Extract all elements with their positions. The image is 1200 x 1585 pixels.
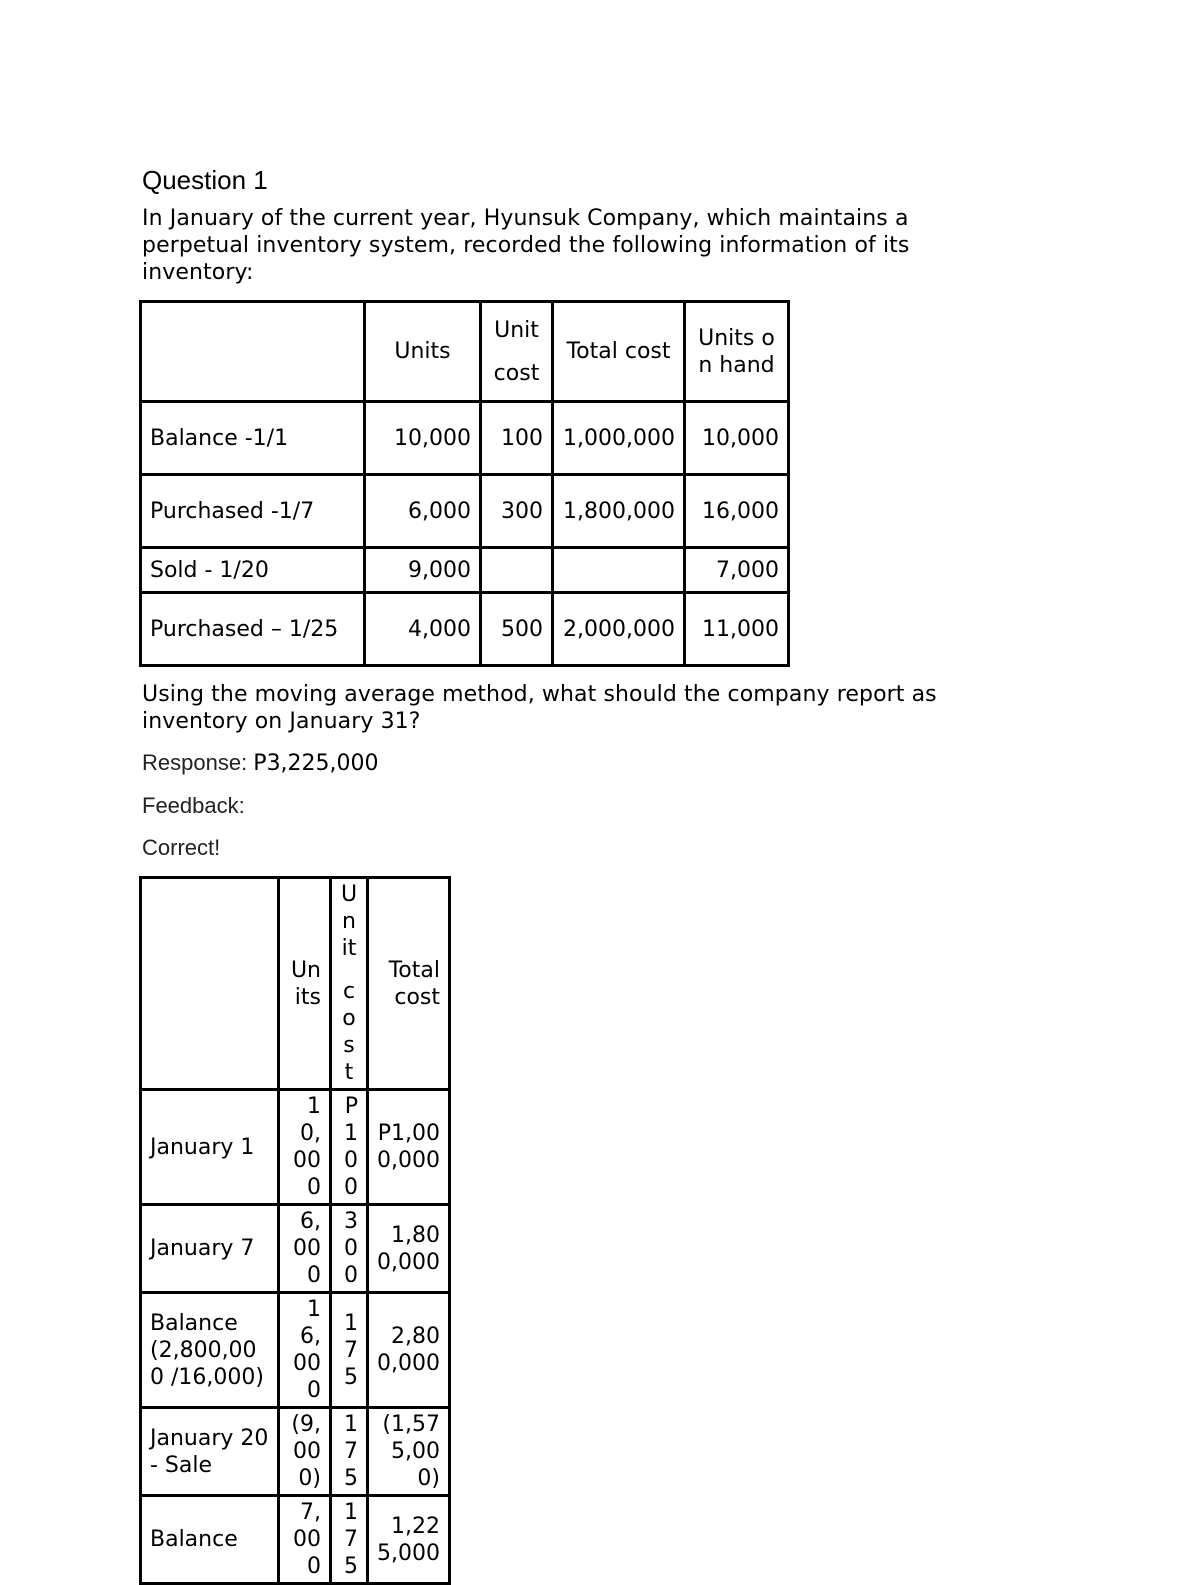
- solution-table: [139, 876, 451, 1585]
- row-total-cost: (1,575,000): [368, 1408, 450, 1496]
- table-row: [141, 1293, 450, 1408]
- row-units: (9,000): [279, 1408, 331, 1496]
- table-row: [141, 1496, 450, 1584]
- row-unit-cost: 175: [331, 1496, 368, 1584]
- row-total-cost: 1,800,000: [553, 475, 685, 548]
- row-unit-cost: 175: [331, 1408, 368, 1496]
- feedback-text: Correct!: [142, 835, 221, 860]
- header-units-on-hand: Units on hand: [685, 302, 789, 402]
- table-row: [141, 1408, 450, 1496]
- question-intro: In January of the current year, Hyunsuk Company, which maintains a perpetual inventory system, recorded the following information of its inventory:: [142, 206, 910, 285]
- row-total-cost: P1,000,000: [368, 1090, 450, 1205]
- row-total-cost: 2,800,000: [368, 1293, 450, 1408]
- header-blank: [141, 302, 365, 402]
- question-text: Using the moving average method, what should the company report as inventory on January 31?: [142, 682, 937, 734]
- row-label: January 1: [141, 1090, 279, 1205]
- table-row: [141, 402, 789, 475]
- row-unit-cost: 175: [331, 1293, 368, 1408]
- header-total-cost: Total cost: [368, 878, 450, 1090]
- row-total-cost: 1,000,000: [553, 402, 685, 475]
- table-row: [141, 475, 789, 548]
- document-page: [142, 160, 1042, 1585]
- row-units: 16,000: [279, 1293, 331, 1408]
- row-label: Purchased -1/7: [141, 475, 365, 548]
- response-label: Response:: [142, 750, 254, 775]
- row-label: Balance -1/1: [141, 402, 365, 475]
- row-units: 7,000: [279, 1496, 331, 1584]
- row-total-cost: [553, 548, 685, 593]
- row-label: January 20 - Sale: [141, 1408, 279, 1496]
- row-label: Balance: [141, 1496, 279, 1584]
- table-row: [141, 1090, 450, 1205]
- row-label: Balance (2,800,000 /16,000): [141, 1293, 279, 1408]
- response-value: P3,225,000: [253, 751, 379, 776]
- header-unit-cost: Un it co st: [331, 878, 368, 1090]
- row-on-hand: 16,000: [685, 475, 789, 548]
- row-total-cost: 1,800,000: [368, 1205, 450, 1293]
- row-total-cost: 2,000,000: [553, 593, 685, 666]
- row-units: 9,000: [365, 548, 481, 593]
- row-units: 6,000: [279, 1205, 331, 1293]
- row-unit-cost: 100: [481, 402, 553, 475]
- feedback-label: Feedback:: [142, 793, 245, 818]
- row-unit-cost: [481, 548, 553, 593]
- question-heading: Question 1: [142, 165, 268, 195]
- response-line: [142, 749, 1042, 778]
- row-units: 6,000: [365, 475, 481, 548]
- header-units: Units: [279, 878, 331, 1090]
- row-on-hand: 11,000: [685, 593, 789, 666]
- header-total-cost: Total cost: [553, 302, 685, 402]
- row-on-hand: 7,000: [685, 548, 789, 593]
- row-on-hand: 10,000: [685, 402, 789, 475]
- row-label: Purchased – 1/25: [141, 593, 365, 666]
- row-unit-cost: 300: [481, 475, 553, 548]
- row-units: 4,000: [365, 593, 481, 666]
- row-label: January 7: [141, 1205, 279, 1293]
- row-unit-cost: 300: [331, 1205, 368, 1293]
- row-units: 10,000: [365, 402, 481, 475]
- header-unit-cost: Unit cost: [481, 302, 553, 402]
- row-unit-cost: P100: [331, 1090, 368, 1205]
- table-header-row: [141, 878, 450, 1090]
- table-row: [141, 548, 789, 593]
- table-header-row: [141, 302, 789, 402]
- row-unit-cost: 500: [481, 593, 553, 666]
- header-units: Units: [365, 302, 481, 402]
- table-row: [141, 593, 789, 666]
- table-row: [141, 1205, 450, 1293]
- row-total-cost: 1,225,000: [368, 1496, 450, 1584]
- header-blank: [141, 878, 279, 1090]
- row-units: 10,000: [279, 1090, 331, 1205]
- row-label: Sold - 1/20: [141, 548, 365, 593]
- inventory-table: [139, 300, 790, 667]
